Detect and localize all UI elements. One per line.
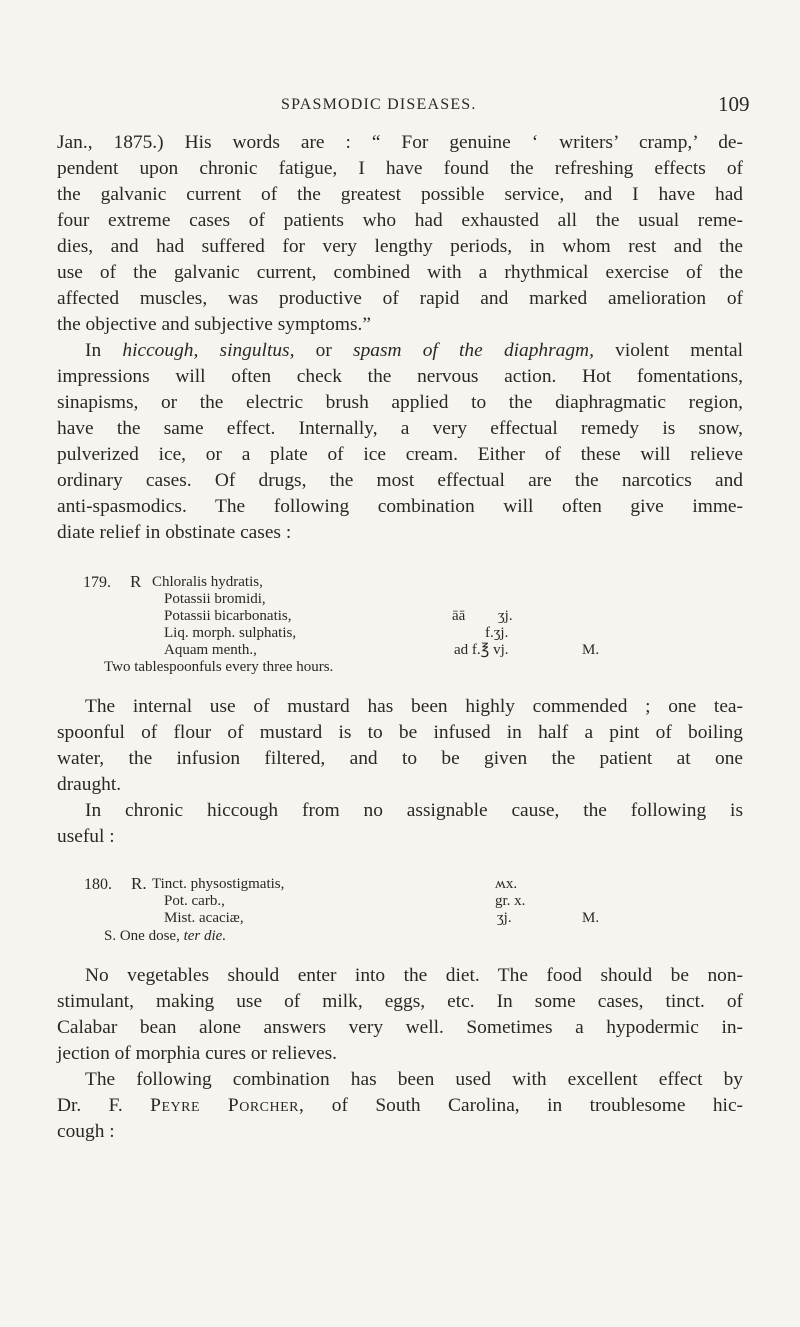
text-line: In chronic hiccough from no assignable cause, the following is bbox=[85, 800, 743, 821]
paragraph-writers-cramp bbox=[57, 130, 743, 338]
text-line: use of the galvanic current, combined with a rhythmical exercise of the bbox=[57, 262, 743, 283]
paragraph-chronic-hiccough bbox=[57, 798, 743, 850]
text-line: dies, and had suffered for very lengthy periods, in whom rest and the bbox=[57, 236, 743, 257]
text-line: sinapisms, or the electric brush applied to the diaphragmatic region, bbox=[57, 392, 743, 413]
text-line: Jan., 1875.) His words are : “ For genuine ‘ writers’ cramp,’ de- bbox=[57, 132, 743, 153]
text-line: four extreme cases of patients who had exhausted all the usual reme- bbox=[57, 210, 743, 231]
rx-ingredient: Potassii bicarbonatis, bbox=[164, 608, 292, 624]
text-line: stimulant, making use of milk, eggs, etc. In some cases, tinct. of bbox=[57, 991, 743, 1012]
text-line: impressions will often check the nervous action. Hot fomentations, bbox=[57, 366, 743, 387]
rx-number: 179. bbox=[83, 574, 111, 591]
paragraph-hiccough bbox=[57, 338, 743, 546]
rx-dose: ʒj. bbox=[498, 608, 513, 624]
rx-symbol: R. bbox=[131, 874, 147, 893]
rx-dose: gr. x. bbox=[495, 893, 526, 909]
paragraph-diet bbox=[57, 963, 743, 1067]
text-line: The following combination has been used with excellent effect by bbox=[85, 1069, 743, 1090]
rx-initial: M. bbox=[582, 910, 600, 926]
paragraph-porcher bbox=[57, 1067, 743, 1145]
paragraph-mustard bbox=[57, 694, 743, 798]
text-line: affected muscles, was productive of rapid and marked amelioration of bbox=[57, 288, 743, 309]
text-line: useful : bbox=[57, 826, 115, 847]
text-line: jection of morphia cures or relieves. bbox=[57, 1043, 337, 1064]
running-title: SPASMODIC DISEASES. bbox=[281, 96, 477, 113]
rx-dose: f.ʒj. bbox=[485, 625, 509, 641]
rx-symbol: R bbox=[130, 572, 142, 591]
text-line: anti-spasmodics. The following combination will often give imme- bbox=[57, 496, 743, 517]
rx-number: 180. bbox=[84, 876, 112, 893]
rx-ingredient: Aquam menth., bbox=[164, 642, 257, 658]
rx-ingredient: Mist. acaciæ, bbox=[164, 910, 244, 926]
text-line: pulverized ice, or a plate of ice cream. Either of these will relieve bbox=[57, 444, 743, 465]
text-line: The internal use of mustard has been highly commended ; one tea- bbox=[85, 696, 743, 717]
rx-ingredient: Potassii bromidi, bbox=[164, 591, 266, 607]
text-line: the galvanic current of the greatest possible service, and I have had bbox=[57, 184, 743, 205]
rx-ingredient: Chloralis hydratis, bbox=[152, 574, 263, 590]
rx-dose: ad f.℥ vj. bbox=[454, 642, 509, 658]
text-line: ordinary cases. Of drugs, the most effectual are the narcotics and bbox=[57, 470, 743, 491]
page-number: 109 bbox=[718, 92, 750, 116]
running-header bbox=[0, 92, 800, 122]
rx-direction: Two tablespoonfuls every three hours. bbox=[104, 659, 334, 675]
rx-initial: M. bbox=[582, 642, 600, 658]
rx-direction: S. One dose, ter die. bbox=[104, 928, 227, 944]
text-line: spoonful of flour of mustard is to be infused in half a pint of boiling bbox=[57, 722, 743, 743]
rx-dose: ʒj. bbox=[497, 910, 512, 926]
text-line: diate relief in obstinate cases : bbox=[57, 522, 292, 543]
text-line: draught. bbox=[57, 774, 122, 795]
rx-aa: āā bbox=[452, 608, 466, 624]
rx-dose: ʍx. bbox=[495, 876, 518, 892]
text-line: Calabar bean alone answers very well. Sometimes a hypodermic in- bbox=[57, 1017, 743, 1038]
text-line: pendent upon chronic fatigue, I have found the refreshing effects of bbox=[57, 158, 743, 179]
text-line: In hiccough, singultus, or spasm of the diaphragm, violent mental bbox=[85, 340, 743, 361]
text-line: water, the infusion filtered, and to be given the patient at one bbox=[57, 748, 743, 769]
rx-ingredient: Liq. morph. sulphatis, bbox=[164, 625, 297, 641]
text-line: the objective and subjective symptoms.” bbox=[57, 314, 371, 335]
text-line: No vegetables should enter into the diet. The food should be non- bbox=[85, 965, 743, 986]
text-line: cough : bbox=[57, 1121, 115, 1142]
rx-ingredient: Tinct. physostigmatis, bbox=[152, 876, 285, 892]
text-line: have the same effect. Internally, a very effectual remedy is snow, bbox=[57, 418, 743, 439]
rx-ingredient: Pot. carb., bbox=[164, 893, 225, 909]
text-line: Dr. F. Peyre Porcher, of South Carolina, in troublesome hic- bbox=[57, 1095, 744, 1116]
